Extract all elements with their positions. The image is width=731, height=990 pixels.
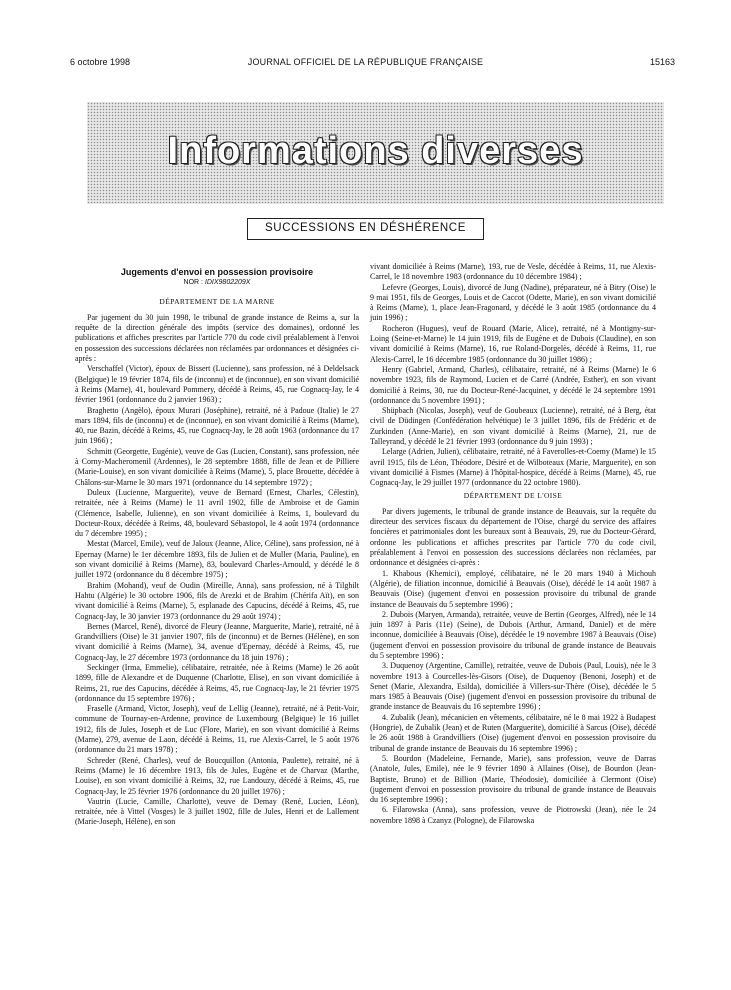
paragraph: Shüpbach (Nicolas, Joseph), veuf de Goubeaux (Lucienne), retraité, né à Berg, état civil de Düdingen (Confédération helvétique) le 3 juillet 1896, fils de Frédéric et de Zurkinden (Anne-Marie), en son vivant domicilié à Reims (Marne), 21, rue de Talleyrand, y décédé le 21 février 1993 (ordonnance du 9 juin 1993) ;: [370, 406, 656, 447]
paragraph: Verschaffel (Victor), époux de Bissert (Lucienne), sans profession, né à Deldelsack (Belgique) le 19 février 1874, fils de (inconnu) et de (inconnue), en son vivant domicilié à Reims (Marne), 41, boulevard Pommery, décédé à Reims, 45, rue Cognacq-Jay, le 4 février 1961 (ordonnance du 2 janvier 1963) ;: [75, 364, 359, 405]
paragraph: 3. Duquenoy (Argentine, Camille), retraitée, veuve de Dubois (Paul, Louis), née le 3 novembre 1913 à Courcelles-lès-Gisors (Oise), de Duquenoy (Benoni, Joseph) et de Senet (Marie, Alexandra, Esilda), domiciliée à Villers-sur-Thère (Oise), décédée le 5 mars 1985 à Beauvais (Oise) (jugement d'envoi en possession provisoire du tribunal de grande instance de Beauvais du 16 septembre 1996) ;: [370, 661, 656, 712]
paragraph: Mestat (Marcel, Emile), veuf de Jaloux (Jeanne, Alice, Céline), sans profession, né à Epernay (Marne) le 1er décembre 1893, fils de Julien et de Muller (Maria, Pauline), en son vivant domicilié à Reims (Marne), 83, boulevard Charles-Arnould, y décédé le 8 juillet 1972 (ordonnance du 8 décembre 1975) ;: [75, 539, 359, 580]
nor-reference: [75, 278, 359, 288]
nor-label: NOR :: [183, 279, 203, 287]
department-heading: DÉPARTEMENT DE LA MARNE: [159, 296, 275, 306]
left-column-body: [75, 297, 359, 828]
paragraph: Schreder (René, Charles), veuf de Boucquillon (Antonia, Paulette), retraité, né à Reims (Marne) le 16 décembre 1913, fils de Jules, Eugène et de Charvaz (Marthe, Louise), en son vivant domicilié à Reims, 32, rue Landouzy, décédé à Reims, 45, rue Cognacq-Jay, le 25 février 1976 (ordonnance du 20 juillet 1976) ;: [75, 755, 359, 796]
paragraph: Par divers jugements, le tribunal de grande instance de Beauvais, sur la requête du directeur des services fiscaux du département de l'Oise, chargé du service des affaires foncières et patrimoniales dont les bureaux sont à Beauvais, 29, rue du Docteur-Gérard, ordonne les publications et affiches prescrites par l'article 770 du code civil, préalablement à l'envoi en possession des successions déclarées non réclamées, par ordonnance et désignées ci-après :: [370, 506, 656, 568]
paragraph: Lefevre (Georges, Louis), divorcé de Jung (Nadine), préparateur, né à Bitry (Oise) le 9 mai 1951, fils de Georges, Louis et de Caccot (Odette, Marie), en son vivant domicilié à Reims (Marne), 1, place Jean-Fragonard, y décédé le 3 août 1985 (ordonnance du 4 juin 1996) ;: [370, 282, 656, 323]
paragraph: Henry (Gabriel, Armand, Charles), célibataire, retraité, né à Reims (Marne) le 6 novembre 1923, fils de Raymond, Lucien et de Carré (Andrée, Esther), en son vivant domicilié à Reims, 30, rue du Docteur-René-Jacquinet, y décédé le 24 septembre 1991 (ordonnance du 5 novembre 1991) ;: [370, 364, 656, 405]
section-title: SUCCESSIONS EN DÉSHÉRENCE: [247, 218, 484, 240]
paragraph: Seckinger (Irma, Emmelie), célibataire, retraitée, née à Reims (Marne) le 26 août 1899, fille de Alexandre et de Duquenne (Charlotte, Elise), en son vivant domiciliée à Reims, 21, rue des Capucins, décédée à Reims, 45, rue Cognacq-Jay, le 21 février 1975 (ordonnance du 15 septembre 1976) ;: [75, 662, 359, 703]
paragraph: Vautrin (Lucie, Camille, Charlotte), veuve de Demay (René, Lucien, Léon), retraitée, née à Vittel (Vosges) le 3 juillet 1902, fille de Jules, Henri et de Lallement (Marie-Joseph, Hélène), en son: [75, 796, 359, 827]
page-header: [0, 57, 731, 71]
paragraph: vivant domiciliée à Reims (Marne), 193, rue de Vesle, décédée à Reims, 11, rue Alexis-Carrel, le 18 novembre 1983 (ordonnance du 10 décembre 1984) ;: [370, 262, 656, 282]
paragraph: Braghetto (Angèlo), époux Murari (Joséphine), retraité, né à Padoue (Italie) le 27 mars 1894, fils de (inconnu) et de (inconnue), en son vivant domicilié à Reims (Marne), 40, rue Bazin, décédé à Reims, 45, rue Cognacq-Jay, le 28 août 1963 (ordonnance du 17 juin 1966) ;: [75, 405, 359, 446]
banner-title: Informations diverses: [167, 130, 584, 172]
right-column-body: [370, 262, 656, 826]
journal-name: JOURNAL OFFICIEL DE LA RÉPUBLIQUE FRANÇAISE: [247, 57, 484, 67]
paragraph: Par jugement du 30 juin 1998, le tribunal de grande instance de Reims a, sur la requête de la direction générale des impôts (service des domaines), ordonné les publications et affiches prescrites par l'article 770 du code civil préalablement à l'envoi en possession des successions déclarées non réclamées par ordonnances et désignées ci-après :: [75, 312, 359, 364]
paragraph: 4. Zubalik (Jean), mécanicien en vêtements, célibataire, né le 8 mai 1922 à Budapest (Hongrie), de Zubalik (Jean) et de Ruten (Marguerite), domicilié à Sarcus (Oise), décédé le 26 août 1988 à Grandvilliers (Oise) (jugement d'envoi en possession provisoire du tribunal de grande instance de Beauvais du 16 septembre 1996) ;: [370, 712, 656, 753]
paragraph: Brahim (Mohand), veuf de Oudin (Mireille, Anna), sans profession, né à Tilghilt Hahtu (Algérie) le 30 octobre 1906, fils de Arezki et de Brahim (Chérifa Aït), en son vivant domicilié à Reims (Marne), 5, esplanade des Capucins, décédé à Reims, 45, rue Cognacq-Jay, le 30 janvier 1973 (ordonnance du 29 août 1974) ;: [75, 580, 359, 621]
right-column: [370, 262, 656, 826]
paragraph: Duleux (Lucienne, Marguerite), veuve de Bernard (Ernest, Charles, Célestin), retraitée, née à Reims (Marne) le 11 avril 1902, fille de Ambroise et de Gamin (Clémence, Isabelle, Julienne), en son vivant domiciliée à Reims, 1, boulevard du Docteur-Roux, décédée à Reims, 48, boulevard Sébastopol, le 4 août 1974 (ordonnance du 7 décembre 1995) ;: [75, 487, 359, 539]
nor-code: IDIX9802209X: [204, 279, 251, 287]
paragraph: Bernes (Marcel, René), divorcé de Fleury (Jeanne, Marguerite, Marie), retraité, né à Grandvilliers (Oise) le 31 janvier 1907, fils de (inconnu) et de Bernes (Hélène), en son vivant domicilié à Reims (Marne), 34, avenue d'Epernay, décédé à Reims, 45, rue Cognacq-Jay, le 27 décembre 1973 (ordonnance du 18 juin 1976) ;: [75, 621, 359, 662]
department-heading: DÉPARTEMENT DE L'OISE: [463, 490, 563, 500]
left-column: [75, 262, 359, 828]
paragraph: 1. Khabous (Khemici), employé, célibataire, né le 20 mars 1940 à Michouh (Algérie), de filiation inconnue, domicilié à Beauvais (Oise), décédé le 14 août 1987 à Beauvais (Oise) (jugement d'envoi en possession provisoire du tribunal de grande instance de Beauvais du 5 septembre 1996) ;: [370, 568, 656, 609]
article-title: Jugements d'envoi en possession provisoire: [120, 267, 314, 277]
paragraph: 5. Bourdon (Madeleine, Fernande, Marie), sans profession, veuve de Darras (Anatole, Jules, Emile), née le 9 février 1890 à Allaines (Oise), de Bourdon (Jean-Baptiste, Bruno) et de Billion (Marie, Théodosie), domiciliée à Clermont (Oise) (jugement d'envoi en possession provisoire du tribunal de grande instance de Beauvais du 16 septembre 1996) ;: [370, 753, 656, 805]
paragraph: Fraselle (Armand, Victor, Joseph), veuf de Lellig (Jeanne), retraité, né à Petit-Voir, commune de Tournay-en-Ardenne, province de Luxembourg (Belgique) le 16 juillet 1912, fils de Jules, Joseph et de Luc (Flore, Marie), en son vivant domicilié à Reims (Marne), 279, avenue de Laon, décédé à Reims, 11, rue Alexis-Carrel, le 5 août 1976 (ordonnance du 21 mars 1978) ;: [75, 704, 359, 755]
paragraph: Rocheron (Hugues), veuf de Rouard (Marie, Alice), retraité, né à Montigny-sur-Loing (Seine-et-Marne) le 14 juin 1919, fils de Eugène et de Dubois (Claudine), en son vivant domicilié à Reims (Marne), 16, rue Roland-Dorgelès, décédé à Reims, 11, rue Alexis-Carrel, le 16 décembre 1985 (ordonnance du 30 juillet 1986) ;: [370, 323, 656, 364]
paragraph: Lelarge (Adrien, Julien), célibataire, retraité, né à Faverolles-et-Coemy (Marne) le 15 avril 1915, fils de Léon, Théodore, Désiré et de Wilboteaux (Marie, Marguerite), en son vivant domicilié à Fismes (Marne) à l'hôpital-hospice, décédé à Reims (Marne), 45, rue Cognacq-Jay, le 29 juillet 1977 (ordonnance du 22 octobre 1980).: [370, 447, 656, 488]
paragraph: Schmitt (Georgette, Eugénie), veuve de Gas (Lucien, Constant), sans profession, née à Corny-Macheromenil (Ardennes), le 28 septembre 1888, fille de Jean et de Pilliere (Marie-Louise), en son vivant domiciliée à Reims (Marne), 5, place Brouette, décédée à Châlons-sur-Marne le 30 mars 1971 (ordonnance du 14 septembre 1972) ;: [75, 446, 359, 487]
paragraph: 2. Dubois (Maryen, Armanda), retraitée, veuve de Bertin (Georges, Alfred), née le 14 juin 1897 à Paris (11e) (Seine), de Dubois (Arthur, Armand, Daniel) et de mère inconnue, domiciliée à Beauvais (Oise), décédée le 19 novembre 1987 à Beauvais (Oise) (jugement d'envoi en possession provisoire du tribunal de grande instance de Beauvais du 5 septembre 1996) ;: [370, 609, 656, 660]
page-number: 15163: [649, 57, 675, 67]
issue-date: 6 octobre 1998: [70, 57, 131, 67]
section-banner: [87, 102, 664, 204]
paragraph: 6. Filarowska (Anna), sans profession, veuve de Piotrowski (Jean), née le 24 novembre 1898 à Czanyz (Pologne), de Filarowska: [370, 805, 656, 825]
